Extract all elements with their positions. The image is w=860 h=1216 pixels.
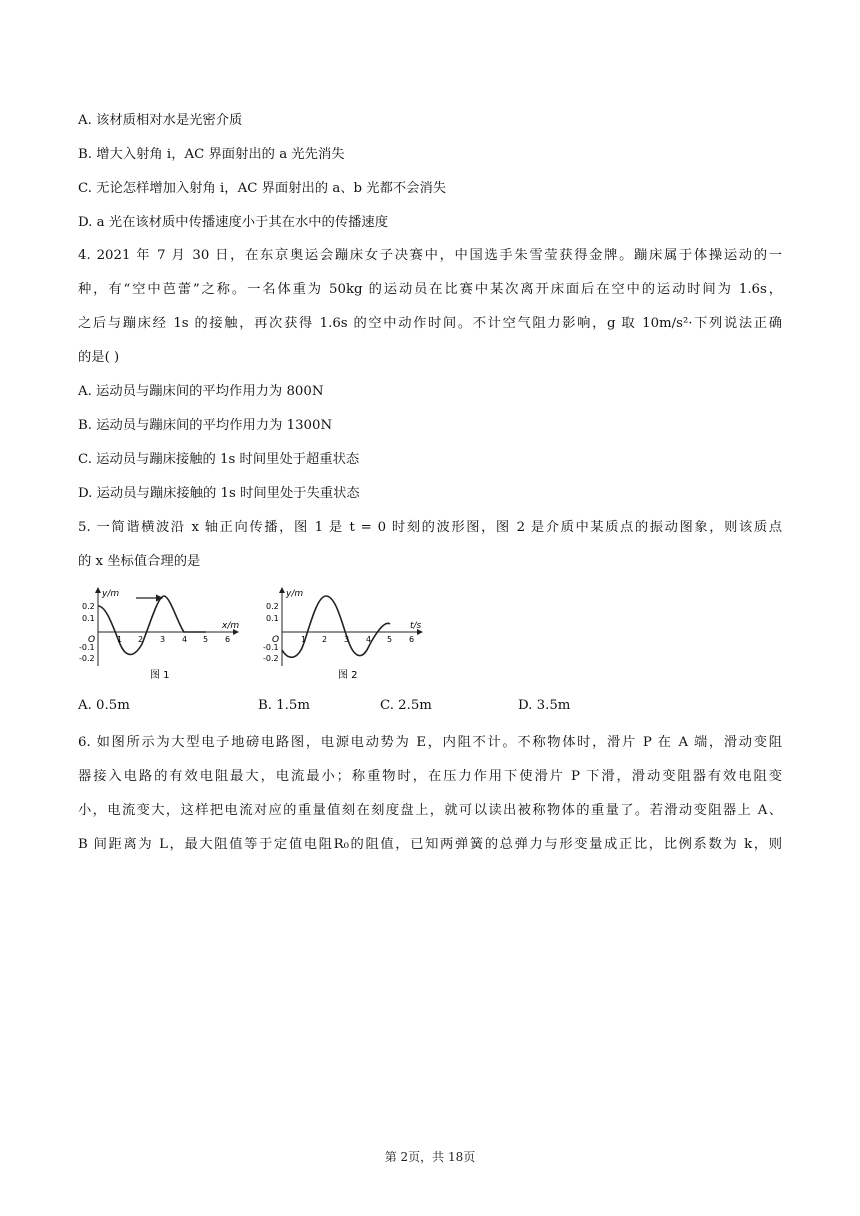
q4-option-d: D. 运动员与蹦床接触的 1s 时间里处于失重状态 <box>78 486 360 501</box>
fig1-x-tick: 3 <box>160 635 166 644</box>
q5-option-c: C. 2.5m <box>380 698 432 713</box>
q5-option-d: D. 3.5m <box>518 698 571 713</box>
fig2-t-tick: 1 <box>301 635 307 644</box>
q4-option-b: B. 运动员与蹦床间的平均作用力为 1300N <box>78 418 333 433</box>
q5-figure-1 <box>78 584 248 684</box>
fig1-x-tick: 6 <box>225 635 231 644</box>
fig1-y-label: y/m <box>102 589 120 599</box>
q5-stem-line-2: 的 x 坐标值合理的是 <box>78 554 201 569</box>
q3-option-c: C. 无论怎样增加入射角 i，AC 界面射出的 a、b 光都不会消失 <box>78 181 447 196</box>
fig2-y-tick: 0.1 <box>266 614 279 623</box>
fig2-caption: 图 2 <box>338 670 358 681</box>
fig2-t-tick: 3 <box>344 635 350 644</box>
q4-stem-line-3: 之后与蹦床经 1s 的接触，再次获得 1.6s 的空中动作时间。不计空气阻力影响，g 取 10m/s²·下列说法正确 <box>78 316 782 331</box>
fig2-t-tick: 6 <box>409 635 415 644</box>
q3-option-b: B. 增大入射角 i，AC 界面射出的 a 光先消失 <box>78 147 345 162</box>
fig2-origin: O <box>272 635 280 645</box>
fig2-t-tick: 4 <box>366 635 372 644</box>
fig1-y-tick: -0.1 <box>79 643 95 652</box>
fig1-x-tick: 2 <box>138 635 144 644</box>
fig1-origin: O <box>88 635 96 645</box>
q4-stem-line-2: 种，有“空中芭蕾”之称。一名体重为 50kg 的运动员在比赛中某次离开床面后在空中的运动时间为 1.6s， <box>78 282 782 297</box>
fig2-vibration-curve <box>282 596 393 657</box>
q5-option-a: A. 0.5m <box>78 698 130 713</box>
q5-options-row <box>78 698 782 718</box>
q6-stem-line-4: B 间距离为 L，最大阻值等于定值电阻R₀的阻值，已知两弹簧的总弹力与形变量成正比，比例系数为 k，则 <box>78 837 782 852</box>
fig2-y-tick: -0.1 <box>263 643 279 652</box>
q5-stem-line-1: 5. 一简谐横波沿 x 轴正向传播，图 1 是 t = 0 时刻的波形图，图 2 是介质中某质点的振动图象，则该质点 <box>78 520 782 535</box>
fig2-t-tick: 2 <box>322 635 328 644</box>
q4-option-a: A. 运动员与蹦床间的平均作用力为 800N <box>78 384 324 399</box>
fig1-x-tick: 5 <box>203 635 209 644</box>
fig1-wave-curve <box>98 596 209 655</box>
fig2-y-label: y/m <box>286 589 304 599</box>
fig2-y-tick: 0.2 <box>266 602 279 611</box>
fig1-y-tick: 0.2 <box>82 602 95 611</box>
q5-option-b: B. 1.5m <box>258 698 310 713</box>
q6-stem-line-2: 器接入电路的有效电阻最大，电流最小；称重物时，在压力作用下使滑片 P 下滑，滑动变阻器有效电阻变 <box>78 769 782 784</box>
q6-stem-line-1: 6. 如图所示为大型电子地磅电路图，电源电动势为 E，内阻不计。不称物体时，滑片 P 在 A 端，滑动变阻 <box>78 735 782 750</box>
fig2-y-tick: -0.2 <box>263 654 279 663</box>
fig1-y-tick: 0.1 <box>82 614 95 623</box>
fig2-t-label: t/s <box>410 621 422 631</box>
q4-option-c: C. 运动员与蹦床接触的 1s 时间里处于超重状态 <box>78 452 360 467</box>
q4-stem-line-1: 4. 2021 年 7 月 30 日，在东京奥运会蹦床女子决赛中，中国选手朱雪莹获得金牌。蹦床属于体操运动的一 <box>78 248 782 263</box>
q5-figure-2 <box>262 584 432 684</box>
q4-stem-line-4: 的是( ) <box>78 350 120 365</box>
fig1-x-tick: 4 <box>182 635 188 644</box>
page-footer: 第 2页，共 18页 <box>384 1150 476 1164</box>
q3-option-d: D. a 光在该材质中传播速度小于其在水中的传播速度 <box>78 215 389 230</box>
q3-option-a: A. 该材质相对水是光密介质 <box>78 113 243 128</box>
fig1-caption: 图 1 <box>150 670 170 681</box>
fig2-t-tick: 5 <box>387 635 393 644</box>
fig1-y-tick: -0.2 <box>79 654 95 663</box>
fig1-x-label: x/m <box>222 621 240 631</box>
fig1-x-tick: 1 <box>117 635 123 644</box>
q6-stem-line-3: 小，电流变大，这样把电流对应的重量值刻在刻度盘上，就可以读出被称物体的重量了。若滑动变阻器上 A、 <box>78 803 782 818</box>
